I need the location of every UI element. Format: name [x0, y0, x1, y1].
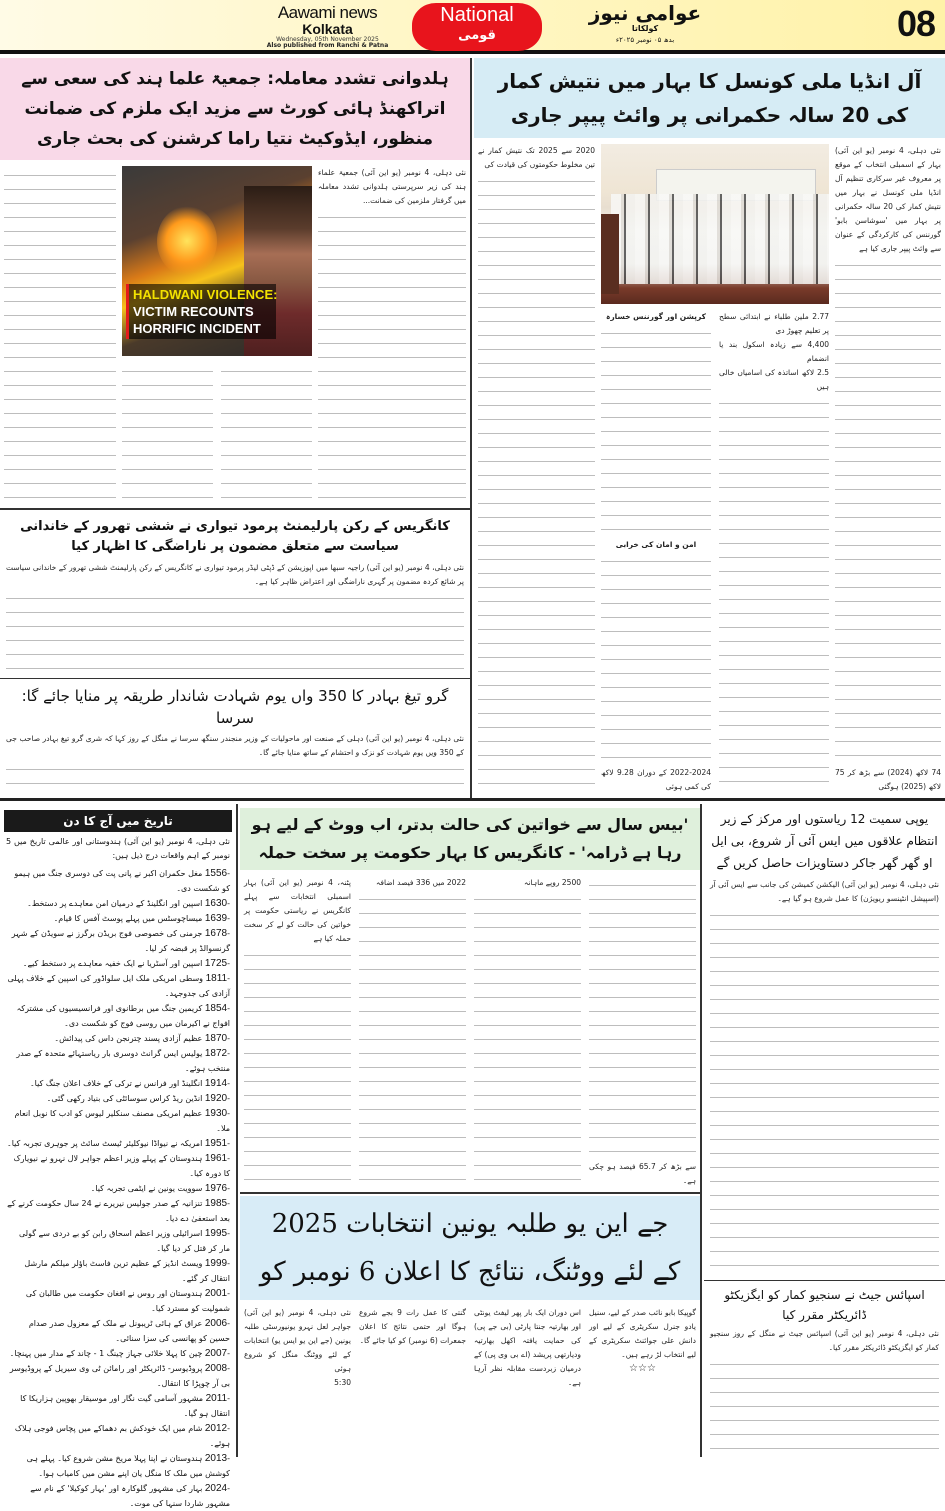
history-text: مشہور آسامی گیت نگار اور موسیقار بھوپین ہزاریکا کا انتقال ہو گیا۔ [20, 1394, 230, 1418]
history-year: 1999 [204, 1258, 228, 1269]
council-headline: آل انڈیا ملی کونسل کا بہار میں نتیش کمار کی 20 سالہ حکمرانی پر وائٹ پیپر جاری [497, 69, 922, 127]
history-text: ویسٹ انڈیز کے عظیم ترین فاسٹ باؤلر میلکم مارشل انتقال کر گئے۔ [24, 1259, 230, 1283]
history-year: 1811 [205, 973, 228, 984]
history-year: 1976 [204, 1183, 228, 1194]
spicejet-dateline: نئی دہلی، 4 نومبر (یو این آئی) اسپائس جیٹ نے منگل کے روز سنجیو کمار کو ایگزیکٹو ڈائریکٹر مقرر کیا۔ [710, 1329, 939, 1352]
divider [0, 678, 470, 679]
history-text: تنزانیہ کے صدر جولیس نیریرے نے 24 سال حکومت کرنے کے بعد استعفیٰ دے دیا۔ [7, 1199, 230, 1223]
history-year: 1914 [204, 1078, 228, 1089]
council-stat-3: 2.5 لاکھ اساتذہ کی اسامیاں خالی ہیں [719, 368, 829, 391]
history-text: میساچوسٹس میں پہلے پوسٹ آفس کا قیام۔ [53, 914, 203, 923]
history-item: -2011 مشہور آسامی گیت نگار اور موسیقار بھوپین ہزاریکا کا انتقال ہو گیا۔ [20, 1393, 230, 1418]
text-column [122, 362, 213, 504]
section-ur: قومی [458, 28, 496, 43]
congress-headline: کانگریس کے رکن پارلیمنٹ پرمود تیواری نے ششی تھرور کے خاندانی سیاست سے متعلق مضمون پر ناراضگی کا اظہار کیا [20, 519, 450, 554]
history-year: 1995 [204, 1228, 228, 1239]
history-text: امریکہ نے نیواڈا نیوکلیئر ٹیسٹ سائٹ پر جوہری تجربہ کیا۔ [7, 1139, 203, 1148]
history-text: عراق کے ہائی ٹریبونل نے ملک کے معزول صدر صدام حسین کو پھانسی کی سزا سنائی۔ [28, 1319, 230, 1343]
history-text: یولیس ایس گرانٹ دوسری بار ریاستہائے متحدہ کے صدر منتخب ہوئے۔ [16, 1049, 230, 1073]
jnu-headline-band [240, 1196, 700, 1300]
history-year: 2008 [204, 1363, 228, 1374]
history-item: -1870 عظیم آزادی پسند چترنجن داس کی پیدائش۔ [54, 1033, 230, 1044]
haldwani-body-right [318, 166, 466, 504]
article-jnu-elections [240, 1196, 700, 1457]
history-title: تاریخ میں آج کا دن [63, 814, 173, 828]
text-column [6, 760, 464, 794]
council-body-left [478, 144, 595, 794]
history-year: 2013 [204, 1453, 228, 1464]
text-column [478, 172, 595, 794]
history-item: -2012 شام میں ایک خودکش بم دھماکے میں پچاس فوجی ہلاک ہوئے۔ [14, 1423, 230, 1448]
history-year: 1951 [204, 1138, 228, 1149]
history-item: -1678 جرمنی کی خصوصی فوج بریڈن برگرز نے سویڈن کے شہر گرنسوالڈ پر قبضہ کر لیا۔ [11, 928, 230, 953]
jnu-col-4: گوپیکا بابو نائب صدر کے لیے، سنیل یادو جنرل سکریٹری کے لیے اور دانش علی جوائنٹ سکریٹری کے لیے انتخاب لڑ رہے ہیں۔ [589, 1308, 696, 1359]
text-column [318, 208, 466, 504]
history-item: -1639 میساچوسٹس میں پہلے پوسٹ آفس کا قیام۔ [53, 913, 230, 924]
history-text: جرمنی کی خصوصی فوج بریڈن برگرز نے سویڈن کے شہر گرنسوالڈ پر قبضہ کر لیا۔ [11, 929, 230, 953]
history-intro: نئی دہلی، 4 نومبر (یو این آئی) ہندوستانی اور عالمی تاریخ میں 5 نومبر کے اہم واقعات درج ذیل ہیں: [6, 837, 230, 860]
women-body [240, 870, 700, 1192]
history-year: 1556 [204, 868, 228, 879]
text-column [4, 166, 116, 504]
women-headline: 'بیس سال سے خواتین کی حالت بدتر، اب ووٹ کے لیے ہو رہا ہے ڈرامہ' - کانگریس کا بہار حکومت پر سخت حملہ [251, 815, 689, 862]
section-badge [412, 3, 542, 51]
history-year: 1639 [204, 913, 228, 924]
history-text: اسپین اور آسٹریا نے ایک خفیہ معاہدے پر دستخط کیے۔ [22, 959, 203, 968]
history-item: -1914 انگلینڈ اور فرانس نے ترکی کے خلاف اعلان جنگ کیا۔ [29, 1078, 230, 1089]
column-divider [700, 804, 702, 1457]
haldwani-body-left [4, 166, 116, 504]
text-column [244, 946, 351, 1188]
text-column [359, 890, 466, 1188]
history-item: -1930 عظیم امریکی مصنف سنکلیر لیوس کو ادب کا نوبل انعام ملا۔ [14, 1108, 230, 1133]
council-event-photo [601, 144, 829, 304]
history-text: عظیم آزادی پسند چترنجن داس کی پیدائش۔ [54, 1034, 203, 1043]
divider [240, 1192, 700, 1194]
history-text: مغل حکمران اکبر نے پانی پت کی دوسری جنگ میں ہیمو کو شکست دی۔ [14, 869, 230, 893]
guru-dateline: نئی دہلی، 4 نومبر (یو این آئی) دہلی کے صنعت اور ماحولیات کے وزیر منجندر سنگھ سرسا نے منگل کے روز کہا کہ شری گرو تیغ بہادر صاحب جی کے 350 ویں یوم شہادت کو نزک و احتشام کے ساتھ منایا جائے گا۔ [6, 734, 465, 757]
history-item: -2001 ہندوستان اور روس نے افغان حکومت میں طالبان کی شمولیت کو مسترد کیا۔ [25, 1288, 230, 1313]
history-item: -1725 اسپین اور آسٹریا نے ایک خفیہ معاہدے پر دستخط کیے۔ [22, 958, 230, 969]
history-year: 1870 [204, 1033, 228, 1044]
women-stat-1: 2022 میں 336 فیصد اضافہ [376, 878, 466, 887]
history-item: -1995 اسرائیلی وزیر اعظم اسحاق رابن کو بے دردی سے گولی مار کر قتل کر دیا گیا۔ [18, 1228, 230, 1253]
article-haldwani [0, 58, 470, 508]
caption-line-2: VICTIM RECOUNTS [133, 304, 254, 319]
jnu-headline-line-1: جے این یو طلبہ یونین انتخابات 2025 [271, 1209, 669, 1239]
text-column [710, 1355, 939, 1457]
article-guru-tegh-bahadur [0, 682, 470, 794]
congress-dateline: نئی دہلی، 4 نومبر (یو این آئی) راجیہ سبھا میں اپوزیشن کے ڈپٹی لیڈر پرمود تیواری نے کانگریس کے رکن پارلیمنٹ ششی تھرور کے خاندانی سیاست پر شائع کردہ مضمون پر گہری ناراضگی اور اعتراض ظاہر کیا ہے۔ [6, 563, 464, 586]
jnu-time: 5:30 [334, 1378, 351, 1387]
council-middle [601, 144, 829, 794]
council-stat-5: 74 لاکھ (2024) سے بڑھ کر 75 لاکھ (2025) ہوگئی [835, 768, 942, 791]
council-stat-2: 4,400 سے زیادہ اسکول بند یا انضمام [719, 340, 829, 363]
sir-body [704, 878, 945, 1279]
haldwani-photo [122, 166, 312, 356]
page-number: 08 [896, 3, 935, 44]
history-item: -1985 تنزانیہ کے صدر جولیس نیریرے نے 24 سال حکومت کرنے کے بعد استعفیٰ دے دیا۔ [7, 1198, 230, 1223]
podium [601, 214, 619, 294]
masthead-urdu [575, 2, 715, 44]
crowd [611, 194, 829, 284]
council-subhead-1: کرپشن اور گورننس خسارہ [605, 312, 707, 321]
history-text: ہندوستان کے پہلے وزیر اعظم جواہر لال نہرو نے نیویارک کا دورہ کیا۔ [13, 1154, 230, 1178]
history-item: -2008 پروڈیوسر- ڈائریکٹر اور رامائن ٹی وی سیریل کے پروڈیوسر بی آر چوپڑا کا انتقال۔ [9, 1363, 230, 1388]
issue-ur: بدھ ۰۵ نومبر ۲۰۲۵ء [615, 36, 675, 44]
haldwani-body-below-photo [122, 362, 312, 504]
council-body-under-photo [601, 310, 829, 794]
history-year: 1854 [204, 1003, 228, 1014]
history-year: 1930 [204, 1108, 228, 1119]
history-text: اسپین اور انگلینڈ کے درمیان امن معاہدے پر دستخط۔ [27, 899, 203, 908]
history-item: -1811 وسطی امریکی ملک ایل سلواڈور کی اسپین کے خلاف پہلی آزادی کی جدوجہد۔ [7, 973, 230, 998]
jnu-body [240, 1300, 700, 1457]
history-text: انگلینڈ اور فرانس نے ترکی کے خلاف اعلان جنگ کیا۔ [29, 1079, 203, 1088]
council-content [474, 138, 945, 798]
article-sir [704, 804, 945, 1279]
history-item: -1556 مغل حکمران اکبر نے پانی پت کی دوسری جنگ میں ہیمو کو شکست دی۔ [14, 868, 230, 893]
date-en: Wednesday, 05th November 2025 [276, 36, 379, 43]
sir-headline: یوپی سمیت 12 ریاستوں اور مرکز کے زیر انتظام علاقوں میں ایس آئی آر شروع، بی ایل او گھر گھر جاکر دستاویزات حاصل کریں گے [711, 812, 938, 870]
text-column [601, 324, 711, 538]
divider [704, 1280, 945, 1281]
history-text: پروڈیوسر- ڈائریکٹر اور رامائن ٹی وی سیریل کے پروڈیوسر بی آر چوپڑا کا انتقال۔ [9, 1364, 230, 1388]
history-text: وسطی امریکی ملک ایل سلواڈور کی اسپین کے خلاف پہلی آزادی کی جدوجہد۔ [7, 974, 230, 998]
editions-en: Also published from Ranchi & Patna [266, 42, 389, 49]
history-year: 1630 [204, 898, 228, 909]
paper-name-en: Aawami news [277, 3, 378, 22]
history-item: -1951 امریکہ نے نیواڈا نیوکلیئر ٹیسٹ سائٹ پر جوہری تجربہ کیا۔ [7, 1138, 230, 1149]
paper-name-ur: عوامی نیوز [588, 1, 702, 25]
article-spicejet [704, 1283, 945, 1457]
history-item: -2024 بہار کی مشہور گلوکارہ اور 'بہار کوکیلا' کے نام سے مشہور شاردا سنہا کی موت۔ [30, 1483, 230, 1508]
text-column [221, 362, 312, 504]
text-column [710, 906, 939, 1279]
text-column [589, 876, 696, 1160]
history-text: چین کا پہلا خلائی جہاز چینگ 1 - چاند کے مدار میں پہنچا۔ [9, 1349, 203, 1358]
history-text: کریمین جنگ میں برطانوی اور فرانسیسیوں کی مشترکہ افواج نے اکیرمان میں روسی فوج کو شکست دی۔ [16, 1004, 230, 1028]
history-item: -1999 ویسٹ انڈیز کے عظیم ترین فاسٹ باؤلر میلکم مارشل انتقال کر گئے۔ [24, 1258, 230, 1283]
spicejet-body [704, 1327, 945, 1457]
page-divider [0, 798, 945, 801]
history-year: 2006 [204, 1318, 228, 1329]
history-year: 1872 [204, 1048, 228, 1059]
history-item: -2007 چین کا پہلا خلائی جہاز چینگ 1 - چاند کے مدار میں پہنچا۔ [9, 1348, 230, 1359]
haldwani-content [0, 160, 470, 508]
masthead [0, 0, 945, 54]
history-title-bar [4, 810, 232, 832]
council-subhead-2: امن و امان کی خرابی [615, 540, 697, 549]
history-text: ہندوستان اور روس نے افغان حکومت میں طالبان کی شمولیت کو مسترد کیا۔ [25, 1289, 230, 1313]
jnu-dateline: نئی دہلی، 4 نومبر (یو این آئی) جواہر لعل نہرو یونیورسٹی طلبہ یونین (جے این یو ایس یو) انتخابات کے لئے ووٹنگ منگل کو شروع ہوئی [244, 1308, 351, 1373]
history-text: ہندوستان نے اپنا پہلا مریخ مشن شروع کیا۔ پہلے ہی کوشش میں ملک کا منگل یان اپنے مشن میں کامیاب ہوا۔ [26, 1454, 230, 1478]
history-text: بہار کی مشہور گلوکارہ اور 'بہار کوکیلا' کے نام سے مشہور شاردا سنہا کی موت۔ [30, 1484, 230, 1508]
spicejet-headline: اسپائس جیٹ نے سنجیو کمار کو ایگزیکٹو ڈائریکٹر مقرر کیا [724, 1288, 925, 1322]
end-marks: ☆☆☆ [629, 1363, 656, 1374]
text-column [474, 890, 581, 1188]
fire-glow [157, 206, 217, 276]
women-headline-band [240, 808, 700, 870]
history-year: 2007 [204, 1348, 228, 1359]
council-headline-band [474, 58, 945, 138]
history-year: 2024 [204, 1483, 228, 1494]
haldwani-dateline: نئی دہلی، 4 نومبر (یو این آئی) جمعیۃ علماء ہند کی زیر سرپرستی ہلدوانی تشدد معاملہ میں گرفتار ملزمین کی ضمانت... [318, 168, 467, 205]
history-item: -1920 انڈین ریڈ کراس سوسائٹی کی بنیاد رکھی گئی۔ [46, 1093, 230, 1104]
column-divider [470, 58, 472, 798]
article-women-congress [240, 804, 700, 1192]
history-year: 1920 [204, 1093, 228, 1104]
text-column [719, 394, 829, 794]
history-year: 1725 [204, 958, 228, 969]
history-item: -2013 ہندوستان نے اپنا پہلا مریخ مشن شروع کیا۔ پہلے ہی کوشش میں ملک کا منگل یان اپنے مشن میں کامیاب ہوا۔ [26, 1453, 230, 1478]
council-stat-1: 2.77 ملین طلباء نے ابتدائی سطح پر تعلیم چھوڑ دی [719, 312, 829, 335]
council-stat-6: 2022-2024 کے دوران 9.28 لاکھ کی کمی ہوئی [601, 768, 711, 791]
caption-line-1: HALDWANI VIOLENCE: [133, 287, 278, 302]
divider [0, 508, 470, 510]
history-item: -1872 یولیس ایس گرانٹ دوسری بار ریاستہائے متحدہ کے صدر منتخب ہوئے۔ [16, 1048, 230, 1073]
city-ur: کولکاتا [631, 24, 659, 33]
history-text: اسرائیلی وزیر اعظم اسحاق رابن کو بے دردی سے گولی مار کر قتل کر دیا گیا۔ [18, 1229, 230, 1253]
haldwani-headline-band [0, 58, 470, 160]
council-body-right [835, 144, 941, 794]
history-text: سوویت یونین نے ایٹمی تجربہ کیا۔ [90, 1184, 203, 1193]
masthead-english [250, 4, 405, 49]
sir-dateline: نئی دہلی، 4 نومبر (یو این آئی) الیکشن کمیشن کی جانب سے ایس آئی آر (اسپیشل انٹینسو ریویژن) کا عمل شروع ہو گیا ہے۔ [710, 880, 939, 903]
photo-caption-box [126, 284, 276, 339]
history-text: شام میں ایک خودکش بم دھماکے میں پچاس فوجی ہلاک ہوئے۔ [14, 1424, 230, 1448]
haldwani-middle [122, 166, 312, 504]
council-stat-4: 2020 سے 2025 تک نتیش کمار نے تین مخلوط حکومتوں کی قیادت کی [478, 146, 595, 169]
city-en: Kolkata [302, 21, 353, 37]
text-column [835, 256, 941, 766]
history-text: انڈین ریڈ کراس سوسائٹی کی بنیاد رکھی گئی۔ [46, 1094, 203, 1103]
jnu-headline-line-2: کے لئے ووٹنگ، نتائج کا اعلان 6 نومبر کو [259, 1257, 681, 1287]
history-year: 2001 [204, 1288, 228, 1299]
history-item: -1961 ہندوستان کے پہلے وزیر اعظم جواہر لال نہرو نے نیویارک کا دورہ کیا۔ [13, 1153, 230, 1178]
women-end-line: سے بڑھ کر 65.7 فیصد ہو چکی ہے۔ [589, 1162, 696, 1185]
history-text: عظیم امریکی مصنف سنکلیر لیوس کو ادب کا نوبل انعام ملا۔ [14, 1109, 230, 1133]
history-year: 1985 [204, 1198, 228, 1209]
history-year: 2011 [205, 1393, 228, 1404]
history-item: -2006 عراق کے ہائی ٹریبونل نے ملک کے معزول صدر صدام حسین کو پھانسی کی سزا سنائی۔ [28, 1318, 230, 1343]
council-dateline: نئی دہلی، 4 نومبر (یو این آئی) بہار کے اسمبلی انتخاب کے موقع پر معروف غیر سرکاری تنظیم آل انڈیا ملی کونسل نے بہار میں نتیش کمار کی 20 سالہ حکمرانی پر بہار میں 'سوشاسن بابو' گورننس کی کارکردگی کے عنوان سے وائٹ پیپر جاری کیا ہے [835, 146, 941, 253]
women-dateline: پٹنہ، 4 نومبر (یو این آئی) بہار اسمبلی انتخابات سے پہلے کانگریس نے ریاستی حکومت پر خواتین کی حالت کو لے کر سخت حملہ کیا ہے [244, 878, 351, 943]
jnu-col-2: گنتی کا عمل رات 9 بجے شروع ہوگا اور حتمی نتائج کا اعلان جمعرات (6 نومبر) کو کیا جائے گا۔ [359, 1308, 466, 1345]
article-congress-tharoor [0, 512, 470, 677]
section-en: National [440, 4, 514, 26]
history-item: -1630 اسپین اور انگلینڈ کے درمیان امن معاہدے پر دستخط۔ [27, 898, 230, 909]
history-year: 2012 [204, 1423, 228, 1434]
caption-line-3: HORRIFIC INCIDENT [133, 321, 261, 336]
history-item: -1976 سوویت یونین نے ایٹمی تجربہ کیا۔ [90, 1183, 230, 1194]
history-item: -1854 کریمین جنگ میں برطانوی اور فرانسیسیوں کی مشترکہ افواج نے اکیرمان میں روسی فوج کو شکست دی۔ [16, 1003, 230, 1028]
guru-body [0, 732, 470, 794]
women-stat-2: 2500 روپے ماہانہ [523, 878, 581, 887]
jnu-col-3: اس دوران ایک بار پھر لیفٹ یونٹی اور بھارتیہ جنتا پارٹی (بی جے پی) کی حمایت یافتہ اکھل بھارتیہ ودیارتھی پریشد (اے بی وی پی) کے درمیان زبردست مقابلہ نظر آرہا ہے۔ [474, 1308, 581, 1387]
text-column [601, 552, 711, 766]
history-today-column [0, 804, 236, 1508]
history-year: 1678 [204, 928, 228, 939]
article-council-white-paper [474, 58, 945, 798]
guru-headline: گرو تیغ بہادر کا 350 واں یوم شہادت شاندار طریقہ پر منایا جائے گا: سرسا [21, 687, 449, 727]
text-column [6, 589, 464, 673]
history-year: 1961 [204, 1153, 228, 1164]
congress-body [0, 561, 470, 677]
haldwani-headline: ہلدوانی تشدد معاملہ: جمعیۃ علما ہند کی سعی سے اتراکھنڈ ہائی کورٹ سے مزید ایک ملزم کی ضمانت منظور، ایڈوکیٹ نتیا راما کرشنن کی بحث جاری [21, 69, 449, 149]
column-divider [236, 804, 238, 1457]
history-list [0, 866, 236, 1508]
